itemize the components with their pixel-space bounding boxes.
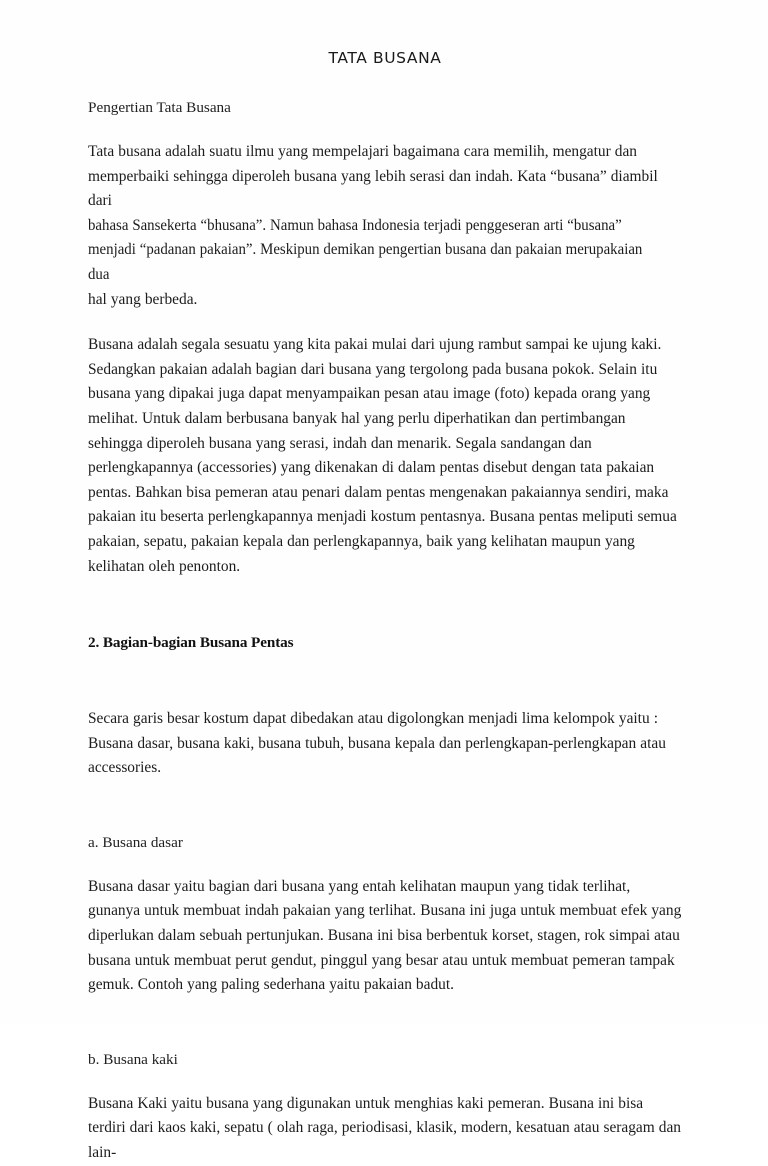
paragraph-definition-part-b: bahasa Sansekerta “bhusana”. Namun bahasa Indonesia terjadi penggeseran arti “busana” menjadi “padanan pakaian”. Meskipun demikan pengertian busana dan pakaian merupakaian dua bbox=[88, 216, 643, 283]
spacer bbox=[88, 781, 682, 831]
paragraph-busana-definition: Busana adalah segala sesuatu yang kita pakai mulai dari ujung rambut sampai ke ujung kaki. Sedangkan pakaian adalah bagian dari busana yang tergolong pada busana pokok. Selain itu busana yang dipakai juga dapat menyampaikan pesan atau image (foto) kepada orang yang melihat. Untuk dalam berbusana banyak hal yang perlu diperhatikan dan pertimbangan sehingga diperoleh busana yang serasi, indah dan menarik. Segala sandangan dan perlengkapannya (accessories) yang dikenakan di dalam pentas disebut dengan tata pakaian pentas. Bahkan bisa pemeran atau penari dalam pentas mengenakan pakaiannya sendiri, maka pakaian itu beserta perlengkapannya menjadi kostum pentasnya. Busana pentas meliputi semua pakaian, sepatu, pakaian kepala dan perlengkapannya, baik yang kelihatan maupun yang kelihatan oleh penonton. bbox=[88, 336, 677, 575]
spacer bbox=[88, 1072, 682, 1092]
spacer bbox=[88, 120, 682, 140]
spacer bbox=[88, 655, 682, 707]
subsection-heading-b: b. Busana kaki bbox=[88, 1050, 178, 1068]
paragraph-definition-part-a: Tata busana adalah suatu ilmu yang mempelajari bagaimana cara memilih, mengatur dan memperbaiki sehingga diperoleh busana yang lebih serasi dan indah. Kata “busana” diambil dari bbox=[88, 143, 658, 210]
spacer bbox=[88, 998, 682, 1048]
spacer bbox=[88, 579, 682, 631]
page-title: TATA BUSANA bbox=[328, 49, 442, 67]
spacer bbox=[88, 69, 682, 96]
paragraph-busana-kaki: Busana Kaki yaitu busana yang digunakan untuk menghias kaki pemeran. Busana ini bisa terdiri dari kaos kaki, sepatu ( olah raga, periodisasi, klasik, modern, kesatuan atau seragam dan lain- bbox=[88, 1094, 682, 1162]
section-heading-2: 2. Bagian-bagian Busana Pentas bbox=[88, 634, 294, 652]
subsection-heading-a: a. Busana dasar bbox=[88, 833, 183, 851]
paragraph-kostum-groups: Secara garis besar kostum dapat dibedakan atau digolongkan menjadi lima kelompok yaitu : Busana dasar, busana kaki, busana tubuh, busana kepala dan perlengkapan-perlengkapan atau accessories. bbox=[88, 710, 666, 777]
paragraph-definition-part-c: hal yang berbeda. bbox=[88, 290, 198, 308]
spacer bbox=[88, 312, 682, 333]
intro-heading: Pengertian Tata Busana bbox=[88, 99, 231, 116]
spacer bbox=[88, 855, 682, 875]
paragraph-busana-dasar: Busana dasar yaitu bagian dari busana yang entah kelihatan maupun yang tidak terlihat, gunanya untuk membuat indah pakaian yang terlihat. Busana ini juga untuk membuat efek yang diperlukan dalam sebuah pertunjukan. Busana ini bisa berbentuk korset, stagen, rok simpai atau busana untuk membuat perut gendut, pinggul yang besar atau untuk membuat pemeran tampak gemuk. Contoh yang paling sederhana yaitu pakaian badut. bbox=[88, 877, 682, 994]
document-body bbox=[88, 0, 682, 1166]
